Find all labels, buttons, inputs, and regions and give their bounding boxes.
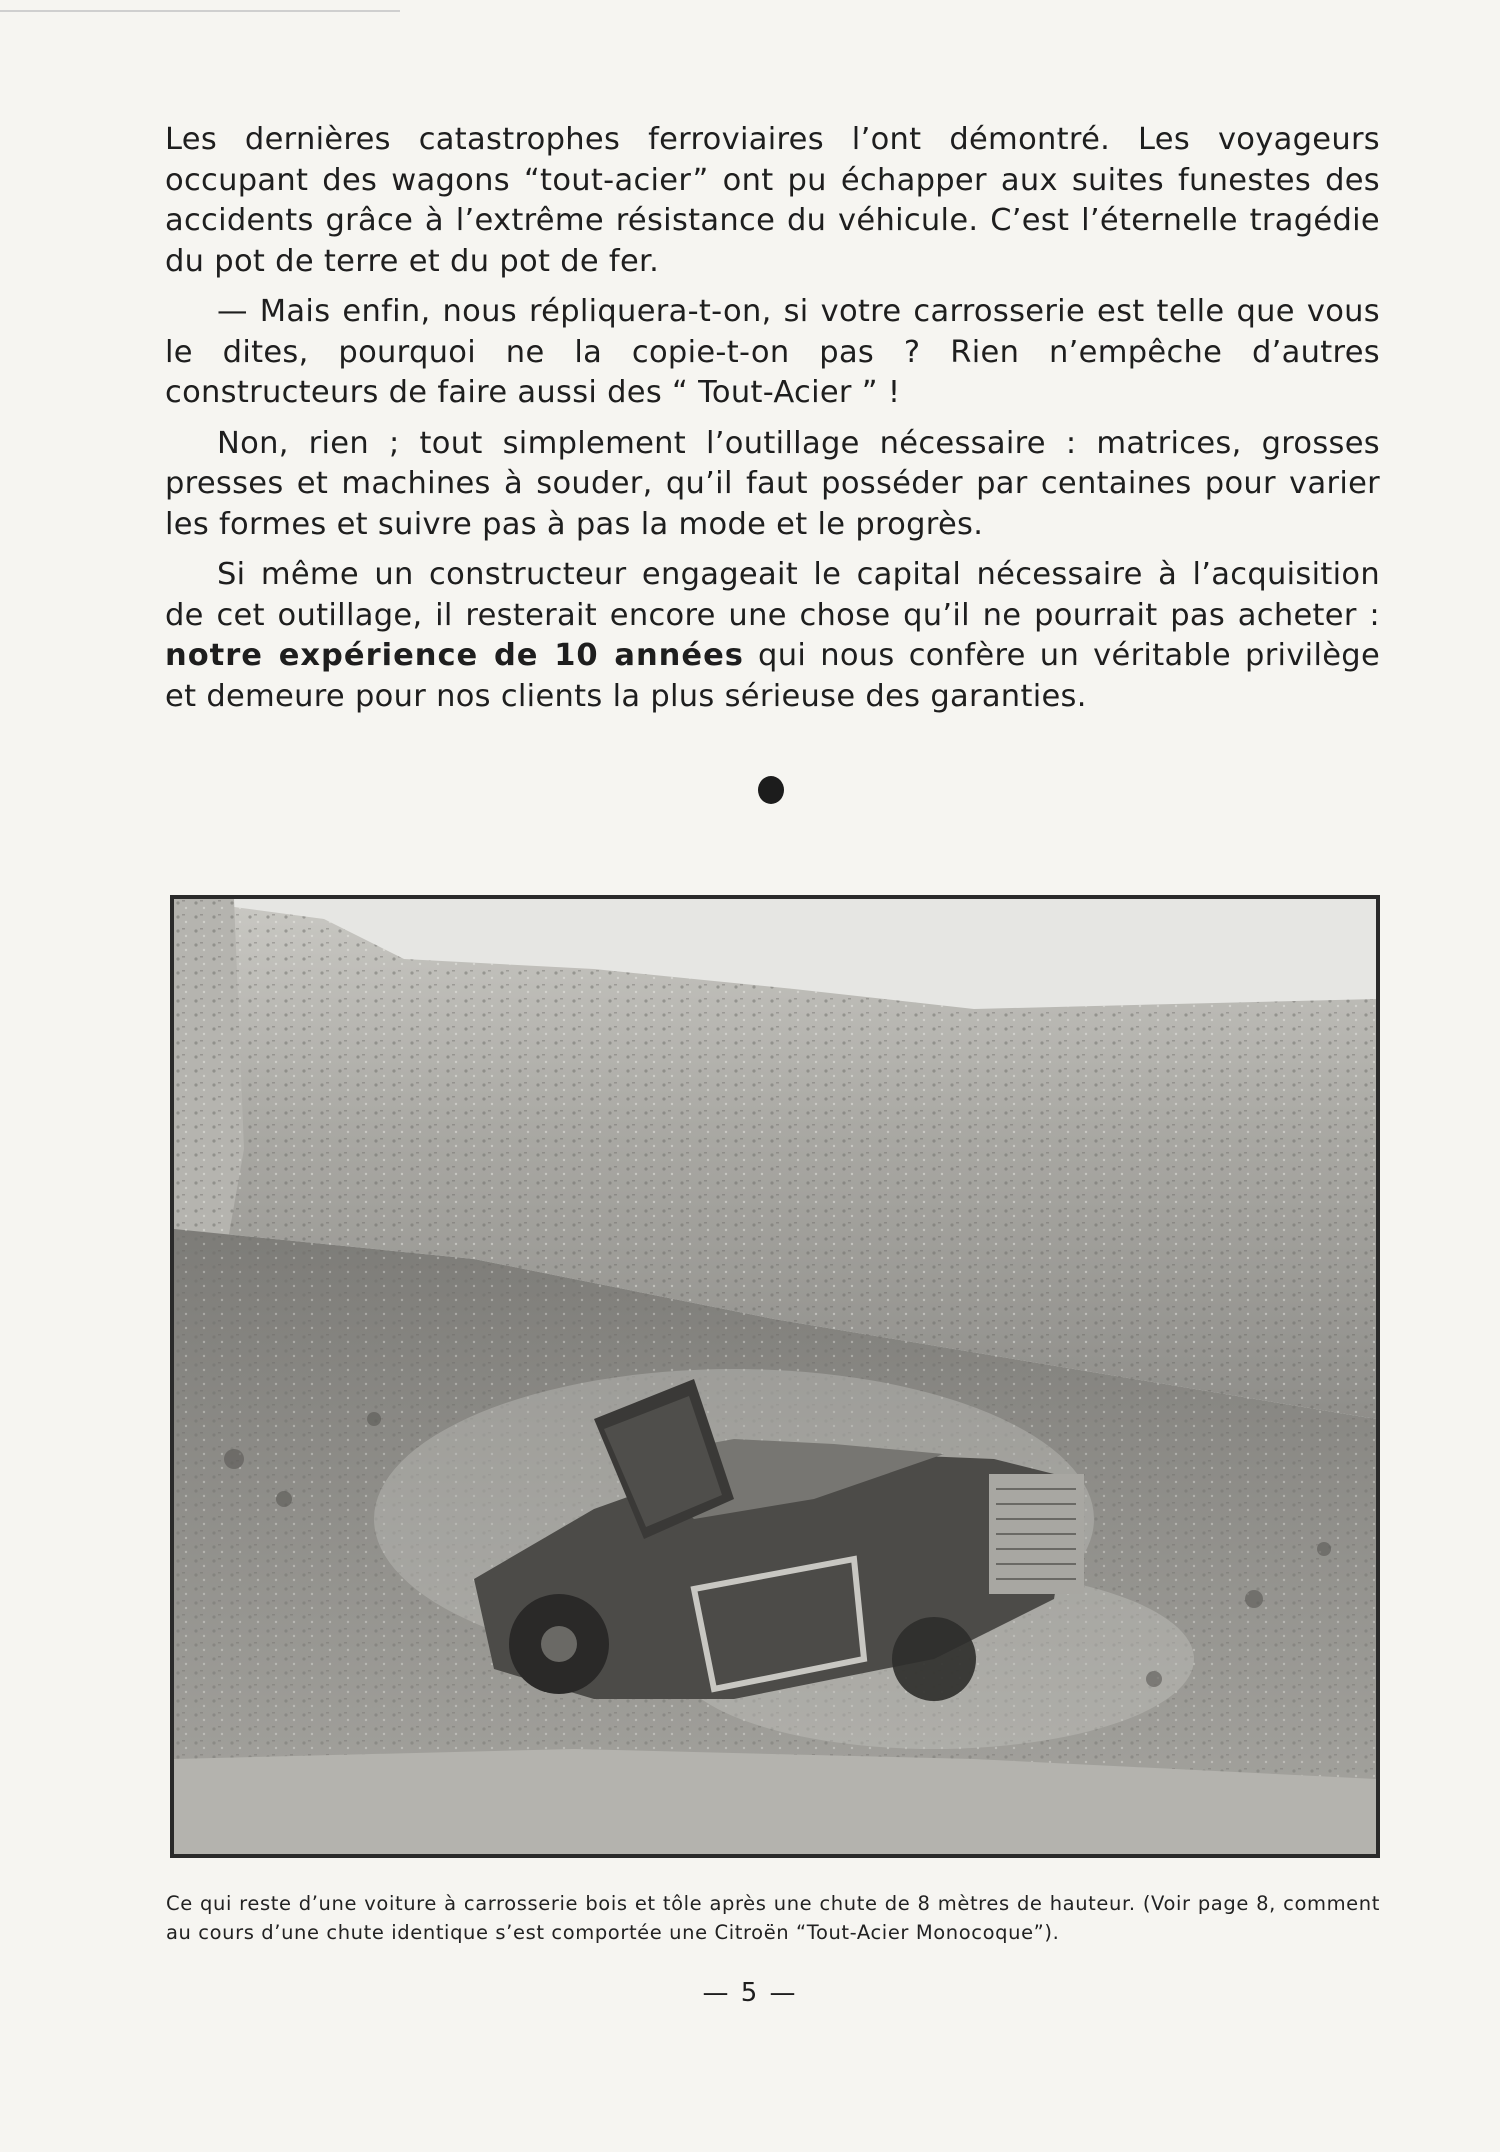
page-number: — 5 — xyxy=(702,1978,798,2008)
paragraph-4-end: qui nous confère un véritable privilège et demeure pour nos clients la plus sérieuse des garanties. xyxy=(165,638,1381,714)
paragraph-4 xyxy=(165,555,1380,717)
wrecked-car-photo xyxy=(174,899,1376,1854)
paragraph-3: Non, rien ; tout simplement l’outillage nécessaire : matrices, grosses presses et machines à souder, qu’il faut posséder par centaines pour varier les formes et suivre pas à pas la mode et le progrès. xyxy=(165,425,1380,542)
paragraph-1: Les dernières catastrophes ferroviaires l’ont démontré. Les voyageurs occupant des wagons “tout-acier” ont pu échapper aux suites funestes des accidents grâce à l’extrême résistance du véhicule. C’est l’éternelle tragédie du pot de terre et du pot de fer. xyxy=(165,122,1380,279)
body-text xyxy=(165,120,1380,727)
paragraph-4-emphasis: notre expérience de 10 années xyxy=(165,638,744,673)
photo-caption: Ce qui reste d’une voiture à carrosserie bois et tôle après une chute de 8 mètres de hauteur. (Voir page 8, comment au cours d’une chute identique s’est comportée une Citroën “Tout-Acier Monocoque”). xyxy=(166,1892,1380,1944)
paragraph-4-start: Si même un constructeur engageait le capital nécessaire à l’acquisition de cet outillage, il resterait encore une chose qu’il ne pourrait pas acheter : xyxy=(165,557,1380,633)
paragraph-2: — Mais enfin, nous répliquera-t-on, si votre carrosserie est telle que vous le dites, pourquoi ne la copie-t-on pas ? Rien n’empêche d’autres constructeurs de faire aussi des “ Tout-Acier ” ! xyxy=(165,294,1380,410)
top-edge-rule xyxy=(0,10,400,12)
section-bullet xyxy=(758,776,784,804)
crash-photo xyxy=(170,895,1380,1858)
